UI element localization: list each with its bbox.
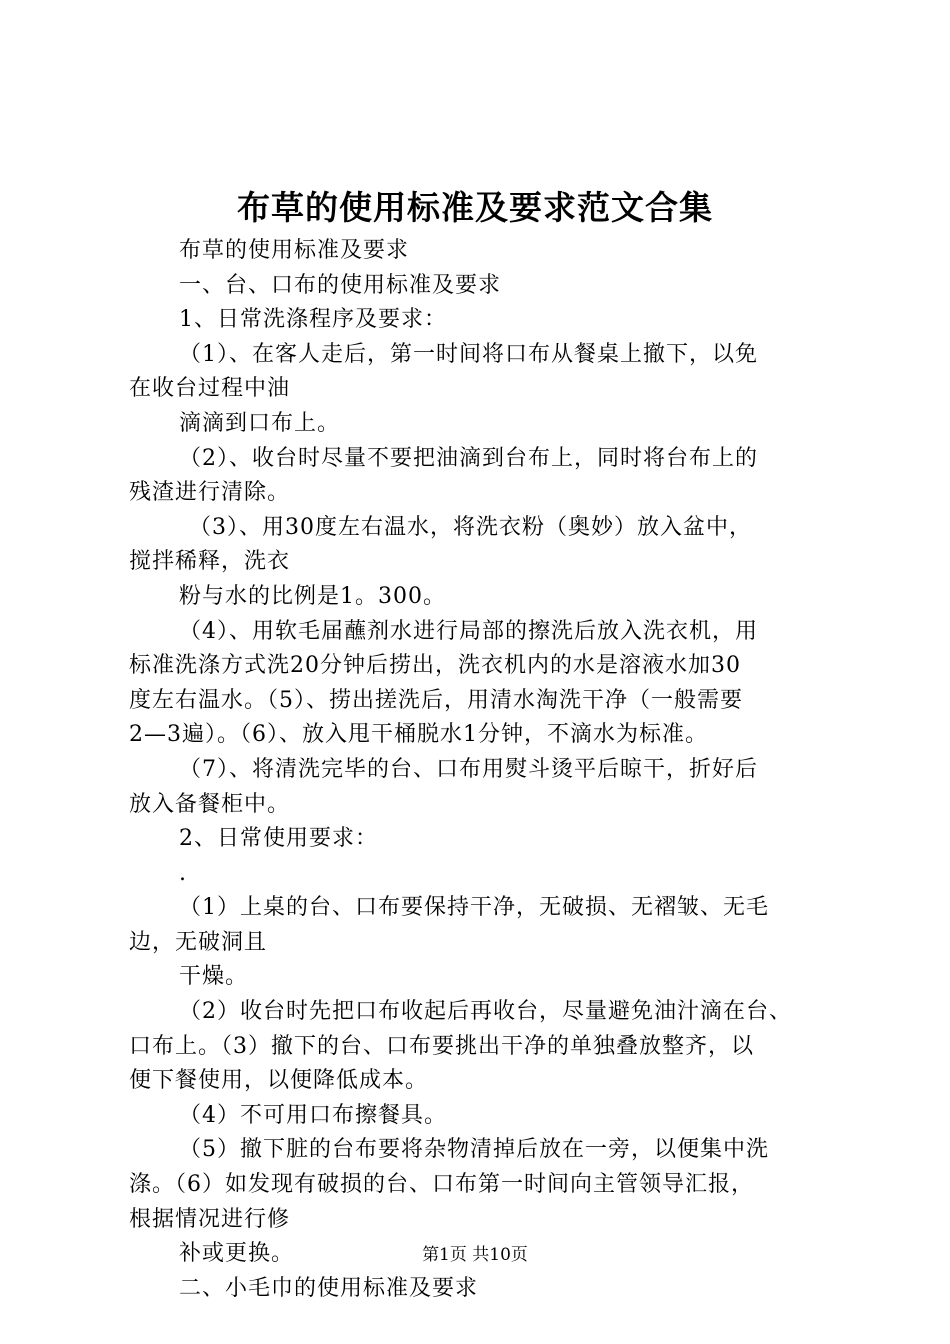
paragraph-line: 边，无破洞且: [129, 929, 268, 955]
paragraph-line: 干燥。: [179, 964, 249, 990]
paragraph-line: 涤。（6）如发现有破损的台、口布第一时间向主管领导汇报，: [129, 1172, 754, 1198]
paragraph-line: 根据情况进行修: [129, 1206, 291, 1232]
paragraph-line: 度左右温水。（5）、捞出搓洗后，用清水淘洗干净（一般需要: [129, 687, 743, 713]
paragraph-line: 滴滴到口布上。: [179, 410, 341, 436]
subsection-heading: 2、日常使用要求：: [179, 826, 378, 852]
paragraph-line: 在收台过程中油: [129, 376, 291, 402]
subsection-heading: 1、日常洗涤程序及要求：: [179, 307, 447, 333]
paragraph-line: （4）、用软毛届蘸剂水进行局部的擦洗后放入洗衣机，用: [179, 618, 758, 644]
paragraph-line: （3）、用30度左右温水，将洗衣粉（奥妙）放入盆中，: [189, 514, 752, 540]
section-heading: 一、台、口布的使用标准及要求: [179, 272, 502, 298]
paragraph-line: 标准洗涤方式洗20分钟后捞出，洗衣机内的水是溶液水加30: [129, 653, 741, 679]
paragraph-line: 补或更换。: [179, 1241, 295, 1267]
paragraph-line: 2—3遍）。（6）、放入甩干桶脱水1分钟，不滴水为标准。: [129, 722, 708, 748]
paragraph-line: （5）撤下脏的台布要将杂物清掉后放在一旁，以便集中洗: [179, 1137, 769, 1163]
paragraph-line: （1）、在客人走后，第一时间将口布从餐桌上撤下，以免: [179, 341, 758, 367]
document-title: 布草的使用标准及要求范文合集: [237, 188, 713, 227]
paragraph-line: 放入备餐柜中。: [129, 791, 291, 817]
paragraph-line: .: [179, 860, 187, 886]
document-body: [129, 234, 831, 1306]
section-heading: 二、小毛巾的使用标准及要求: [179, 1275, 479, 1301]
page-number-footer: 第1页 共10页: [422, 1245, 528, 1265]
paragraph-line: （7）、将清洗完毕的台、口布用熨斗烫平后晾干，折好后: [179, 756, 758, 782]
paragraph-line: 粉与水的比例是1。300。: [179, 583, 446, 609]
paragraph-line: （1）上桌的台、口布要保持干净，无破损、无褶皱、无毛: [179, 895, 769, 921]
paragraph-line: （2）收台时先把口布收起后再收台，尽量避免油汁滴在台、: [179, 999, 792, 1025]
paragraph-line: 残渣进行清除。: [129, 480, 291, 506]
paragraph-line: 布草的使用标准及要求: [179, 238, 410, 263]
paragraph-line: 便下餐使用，以便降低成本。: [129, 1068, 429, 1094]
paragraph-line: 口布上。（3）撤下的台、口布要挑出干净的单独叠放整齐，以: [129, 1033, 754, 1059]
paragraph-line: （4）不可用口布擦餐具。: [179, 1102, 447, 1128]
paragraph-line: （2）、收台时尽量不要把油滴到台布上，同时将台布上的: [179, 445, 758, 471]
paragraph-line: 搅拌稀释，洗衣: [129, 549, 291, 575]
